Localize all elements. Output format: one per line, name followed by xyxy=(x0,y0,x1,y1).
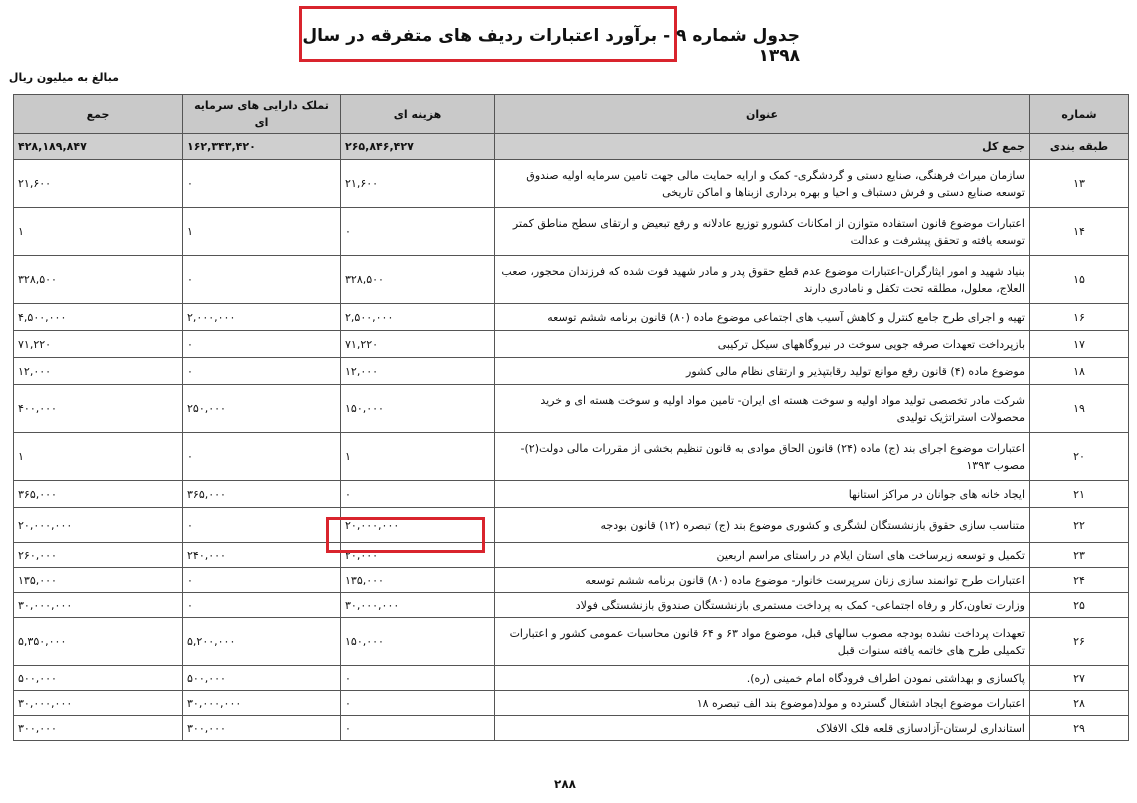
row-current: ۱۵۰,۰۰۰ xyxy=(341,618,495,666)
row-subject: بنیاد شهید و امور ایثارگران-اعتبارات موضوع عدم قطع حقوق پدر و مادر شهید فوت شده که فرزندان محجور، صعب العلاج، معلول، مطلقه تحت تکفل و نامادری دارند xyxy=(495,256,1030,304)
row-total: ۵۰۰,۰۰۰ xyxy=(14,666,183,691)
table-row xyxy=(14,358,1129,385)
row-capital: ۳۶۵,۰۰۰ xyxy=(183,481,341,508)
row-capital: ۲۴۰,۰۰۰ xyxy=(183,543,341,568)
table-row xyxy=(14,208,1129,256)
row-subject: اعتبارات موضوع اجرای بند (ج) ماده (۲۴) قانون الحاق موادی به قانون تنظیم بخشی از مقررات مالی دولت(۲)- مصوب ۱۳۹۳ xyxy=(495,433,1030,481)
row-capital: ۵,۲۰۰,۰۰۰ xyxy=(183,618,341,666)
row-number: ۲۰ xyxy=(1030,433,1129,481)
table-row xyxy=(14,304,1129,331)
total-subject: جمع کل xyxy=(495,134,1030,160)
row-capital: ۰ xyxy=(183,508,341,543)
row-subject: بازپرداخت تعهدات صرفه جویی سوخت در نیروگاههای سیکل ترکیبی xyxy=(495,331,1030,358)
row-current: ۰ xyxy=(341,481,495,508)
table-row xyxy=(14,433,1129,481)
row-total: ۱ xyxy=(14,208,183,256)
page-number: ۲۸۸ xyxy=(554,777,576,791)
row-subject: تعهدات پرداخت نشده بودجه مصوب سالهای قبل، موضوع مواد ۶۳ و ۶۴ قانون محاسبات عمومی کشور و اعتبارات تکمیلی طرح های خاتمه یافته سنوات قبل xyxy=(495,618,1030,666)
header-subject: عنوان xyxy=(495,95,1030,134)
table-row xyxy=(14,160,1129,208)
row-capital: ۰ xyxy=(183,256,341,304)
row-number: ۱۵ xyxy=(1030,256,1129,304)
row-subject: وزارت تعاون،کار و رفاه اجتماعی- کمک به پرداخت مستمری بازنشستگان صندوق بازنشستگی فولاد xyxy=(495,593,1030,618)
row-current: ۲۱,۶۰۰ xyxy=(341,160,495,208)
row-number: ۲۷ xyxy=(1030,666,1129,691)
row-subject: موضوع ماده (۴) قانون رفع موانع تولید رقابتپذیر و ارتقای نظام مالی کشور xyxy=(495,358,1030,385)
row-current: ۱۲,۰۰۰ xyxy=(341,358,495,385)
table-row xyxy=(14,593,1129,618)
row-capital: ۰ xyxy=(183,358,341,385)
row-subject: سازمان میراث فرهنگی، صنایع دستی و گردشگری- کمک و ارایه حمایت مالی جهت تامین سرمایه اولیه صندوق توسعه صنایع دستی و فرش دستباف و احیا و بهره برداری ازبناها و اماکن تاریخی xyxy=(495,160,1030,208)
table-row xyxy=(14,481,1129,508)
row-number: ۲۸ xyxy=(1030,691,1129,716)
row-current: ۳۰,۰۰۰,۰۰۰ xyxy=(341,593,495,618)
grand-total-row xyxy=(14,134,1129,160)
row-total: ۵,۳۵۰,۰۰۰ xyxy=(14,618,183,666)
table-row xyxy=(14,256,1129,304)
row-total: ۳۲۸,۵۰۰ xyxy=(14,256,183,304)
row-total: ۴,۵۰۰,۰۰۰ xyxy=(14,304,183,331)
row-capital: ۰ xyxy=(183,433,341,481)
table-row xyxy=(14,716,1129,741)
row-number: ۲۳ xyxy=(1030,543,1129,568)
header-capital: تملک دارایی های سرمایه ای xyxy=(183,95,341,134)
table-row xyxy=(14,618,1129,666)
header-total: جمع xyxy=(14,95,183,134)
row-total: ۷۱,۲۲۰ xyxy=(14,331,183,358)
row-capital: ۳۰,۰۰۰,۰۰۰ xyxy=(183,691,341,716)
row-current: ۰ xyxy=(341,666,495,691)
row-current: ۰ xyxy=(341,208,495,256)
table-row xyxy=(14,508,1129,543)
row-total: ۲۱,۶۰۰ xyxy=(14,160,183,208)
table-row xyxy=(14,691,1129,716)
row-capital: ۵۰۰,۰۰۰ xyxy=(183,666,341,691)
row-total: ۳۰,۰۰۰,۰۰۰ xyxy=(14,691,183,716)
row-number: ۲۶ xyxy=(1030,618,1129,666)
table-row xyxy=(14,666,1129,691)
row-number: ۱۴ xyxy=(1030,208,1129,256)
budget-table xyxy=(13,94,1129,741)
table-row xyxy=(14,543,1129,568)
row-subject: متناسب سازی حقوق بازنشستگان لشگری و کشوری موضوع بند (ج) تبصره (۱۲) قانون بودجه xyxy=(495,508,1030,543)
row-number: ۱۶ xyxy=(1030,304,1129,331)
row-subject: تهیه و اجرای طرح جامع کنترل و کاهش آسیب های اجتماعی موضوع ماده (۸۰) قانون برنامه ششم توسعه xyxy=(495,304,1030,331)
total-current: ۲۶۵,۸۴۶,۴۲۷ xyxy=(341,134,495,160)
row-total: ۱۳۵,۰۰۰ xyxy=(14,568,183,593)
row-number: ۱۷ xyxy=(1030,331,1129,358)
row-total: ۳۰,۰۰۰,۰۰۰ xyxy=(14,593,183,618)
total-sum: ۴۲۸,۱۸۹,۸۴۷ xyxy=(14,134,183,160)
row-number: ۱۸ xyxy=(1030,358,1129,385)
row-number: ۲۹ xyxy=(1030,716,1129,741)
row-current: ۲۰,۰۰۰ xyxy=(341,543,495,568)
row-subject: تکمیل و توسعه زیرساخت های استان ایلام در راستای مراسم اربعین xyxy=(495,543,1030,568)
row-current: ۲۰,۰۰۰,۰۰۰ xyxy=(341,508,495,543)
row-current: ۰ xyxy=(341,691,495,716)
row-capital: ۰ xyxy=(183,331,341,358)
page-title: جدول شماره ۹ - برآورد اعتبارات ردیف های متفرقه در سال ۱۳۹۸ xyxy=(302,26,800,66)
row-current: ۱ xyxy=(341,433,495,481)
row-subject: استانداری لرستان-آزادسازی قلعه فلک الافلاک xyxy=(495,716,1030,741)
row-number: ۲۲ xyxy=(1030,508,1129,543)
row-subject: اعتبارات موضوع ایجاد اشتغال گسترده و مولد(موضوع بند الف تبصره ۱۸ xyxy=(495,691,1030,716)
row-current: ۲,۵۰۰,۰۰۰ xyxy=(341,304,495,331)
row-total: ۳۰۰,۰۰۰ xyxy=(14,716,183,741)
row-capital: ۰ xyxy=(183,568,341,593)
row-total: ۲۶۰,۰۰۰ xyxy=(14,543,183,568)
row-current: ۱۵۰,۰۰۰ xyxy=(341,385,495,433)
row-current: ۰ xyxy=(341,716,495,741)
row-capital: ۱ xyxy=(183,208,341,256)
row-subject: شرکت مادر تخصصی تولید مواد اولیه و سوخت هسته ای ایران- تامین مواد اولیه و سوخت هسته ای و خرید محصولات استراتژیک تولیدی xyxy=(495,385,1030,433)
row-subject: ایجاد خانه های جوانان در مراکز استانها xyxy=(495,481,1030,508)
row-current: ۱۳۵,۰۰۰ xyxy=(341,568,495,593)
row-subject: اعتبارات موضوع قانون استفاده متوازن از امکانات کشورو توزیع عادلانه و رفع تبعیض و ارتقای سطح مناطق کمتر توسعه یافته و تحقق پیشرفت و عدالت xyxy=(495,208,1030,256)
row-number: ۱۹ xyxy=(1030,385,1129,433)
row-capital: ۲۵۰,۰۰۰ xyxy=(183,385,341,433)
table-row xyxy=(14,385,1129,433)
table-row xyxy=(14,331,1129,358)
table-row xyxy=(14,568,1129,593)
row-total: ۴۰۰,۰۰۰ xyxy=(14,385,183,433)
row-capital: ۰ xyxy=(183,593,341,618)
row-subject: پاکسازی و بهداشتی نمودن اطراف فرودگاه امام خمینی (ره). xyxy=(495,666,1030,691)
row-capital: ۲,۰۰۰,۰۰۰ xyxy=(183,304,341,331)
row-number: ۲۴ xyxy=(1030,568,1129,593)
row-current: ۷۱,۲۲۰ xyxy=(341,331,495,358)
row-capital: ۰ xyxy=(183,160,341,208)
table-header-row xyxy=(14,95,1129,134)
total-number: طبقه بندی xyxy=(1030,134,1129,160)
header-number: شماره xyxy=(1030,95,1129,134)
row-subject: اعتبارات طرح توانمند سازی زنان سرپرست خانوار- موضوع ماده (۸۰) قانون برنامه ششم توسعه xyxy=(495,568,1030,593)
row-total: ۲۰,۰۰۰,۰۰۰ xyxy=(14,508,183,543)
row-total: ۱۲,۰۰۰ xyxy=(14,358,183,385)
row-current: ۳۲۸,۵۰۰ xyxy=(341,256,495,304)
header-current: هزینه ای xyxy=(341,95,495,134)
row-total: ۳۶۵,۰۰۰ xyxy=(14,481,183,508)
total-capital: ۱۶۲,۳۴۳,۴۲۰ xyxy=(183,134,341,160)
row-total: ۱ xyxy=(14,433,183,481)
unit-note: مبالغ به میلیون ریال xyxy=(8,71,119,84)
row-number: ۲۵ xyxy=(1030,593,1129,618)
row-number: ۱۳ xyxy=(1030,160,1129,208)
row-capital: ۳۰۰,۰۰۰ xyxy=(183,716,341,741)
row-number: ۲۱ xyxy=(1030,481,1129,508)
